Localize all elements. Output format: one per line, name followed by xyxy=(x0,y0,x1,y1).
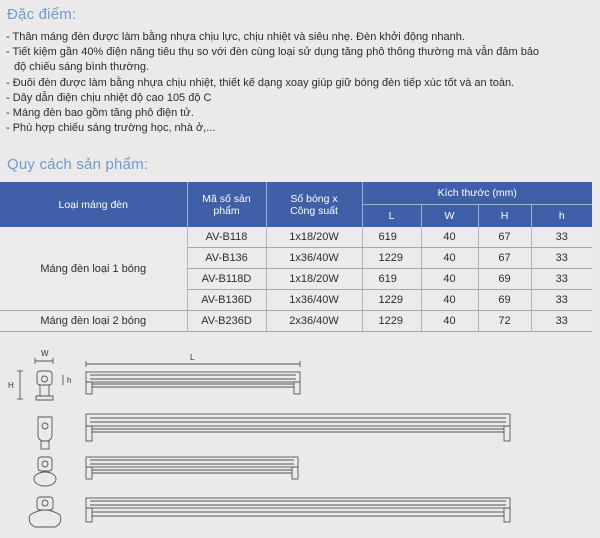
header-W: W xyxy=(421,205,478,228)
cell-W: 40 xyxy=(421,290,478,311)
cell-L: 619 xyxy=(362,227,421,248)
cell-W: 40 xyxy=(421,269,478,290)
cell-H: 67 xyxy=(478,227,531,248)
cell-H: 72 xyxy=(478,311,531,332)
header-h: h xyxy=(531,205,592,228)
cell-bulbs: 1x18/20W xyxy=(266,269,362,290)
label-H: H xyxy=(8,381,14,390)
cell-h: 33 xyxy=(531,227,592,248)
cell-L: 1229 xyxy=(362,290,421,311)
cell-W: 40 xyxy=(421,311,478,332)
table-row xyxy=(0,227,592,248)
group-label: Máng đèn loại 2 bóng xyxy=(0,311,187,332)
fixture-side-view-3 xyxy=(86,457,298,479)
cell-bulbs: 1x36/40W xyxy=(266,248,362,269)
label-W: W xyxy=(41,349,49,358)
table-row xyxy=(0,311,592,332)
cell-h: 33 xyxy=(531,290,592,311)
header-dimensions: Kích thước (mm) xyxy=(362,182,592,205)
cell-code: AV-B118 xyxy=(187,227,266,248)
header-H: H xyxy=(478,205,531,228)
fixture-side-view-2 xyxy=(86,414,510,441)
end-profile-4 xyxy=(29,497,61,527)
cell-h: 33 xyxy=(531,248,592,269)
fixture-side-view-1 xyxy=(86,372,300,394)
header-type: Loại máng đèn xyxy=(0,182,187,227)
cell-code: AV-B136D xyxy=(187,290,266,311)
cell-bulbs: 1x18/20W xyxy=(266,227,362,248)
cell-L: 1229 xyxy=(362,311,421,332)
fixture-drawings xyxy=(0,345,600,538)
fixture-side-view-4 xyxy=(86,498,510,522)
header-code: Mã số sản phẩm xyxy=(187,182,266,227)
cell-L: 619 xyxy=(362,269,421,290)
feature-item: - Dây dẫn điện chịu nhiệt độ cao 105 độ C xyxy=(6,91,212,104)
feature-item: độ chiếu sáng bình thường. xyxy=(14,61,150,74)
feature-item: - Đuôi đèn được làm bằng nhựa chịu nhiệt, thiết kế dạng xoay giúp giữ bóng đèn tiếp xúc tốt và an toàn. xyxy=(6,76,515,89)
feature-item: - Tiết kiệm gần 40% điện năng tiêu thụ so với đèn cùng loại sử dụng tăng phô thông thường mà vẫn đảm bảo xyxy=(6,46,540,59)
cell-h: 33 xyxy=(531,311,592,332)
feature-item: - Thân máng đèn được làm bằng nhựa chịu lực, chịu nhiệt và siêu nhẹ. Đèn khởi động nhanh. xyxy=(6,31,465,43)
feature-item: - Máng đèn bao gồm tăng phô điện tử. xyxy=(6,107,194,120)
cell-L: 1229 xyxy=(362,248,421,269)
cell-H: 67 xyxy=(478,248,531,269)
cell-H: 69 xyxy=(478,290,531,311)
cell-W: 40 xyxy=(421,227,478,248)
cell-bulbs: 1x36/40W xyxy=(266,290,362,311)
end-profile-2 xyxy=(38,417,52,449)
end-profile-3 xyxy=(34,457,56,486)
cell-code: AV-B136 xyxy=(187,248,266,269)
cell-bulbs: 2x36/40W xyxy=(266,311,362,332)
spec-title: Quy cách sản phẩm: xyxy=(7,156,149,173)
label-L: L xyxy=(190,353,195,362)
feature-item: - Phù hợp chiếu sáng trường học, nhà ở,... xyxy=(6,122,216,135)
label-h: h xyxy=(67,376,72,385)
group-label: Máng đèn loại 1 bóng xyxy=(0,227,187,311)
header-L: L xyxy=(362,205,421,228)
cell-H: 69 xyxy=(478,269,531,290)
cell-h: 33 xyxy=(531,269,592,290)
cell-W: 40 xyxy=(421,248,478,269)
header-bulbs: Số bóng x Công suất xyxy=(266,182,362,227)
features-list xyxy=(6,30,591,136)
end-profile-1 xyxy=(36,371,53,400)
features-title: Đặc điểm: xyxy=(7,6,77,23)
spec-table xyxy=(0,182,592,332)
cell-code: AV-B118D xyxy=(187,269,266,290)
cell-code: AV-B236D xyxy=(187,311,266,332)
